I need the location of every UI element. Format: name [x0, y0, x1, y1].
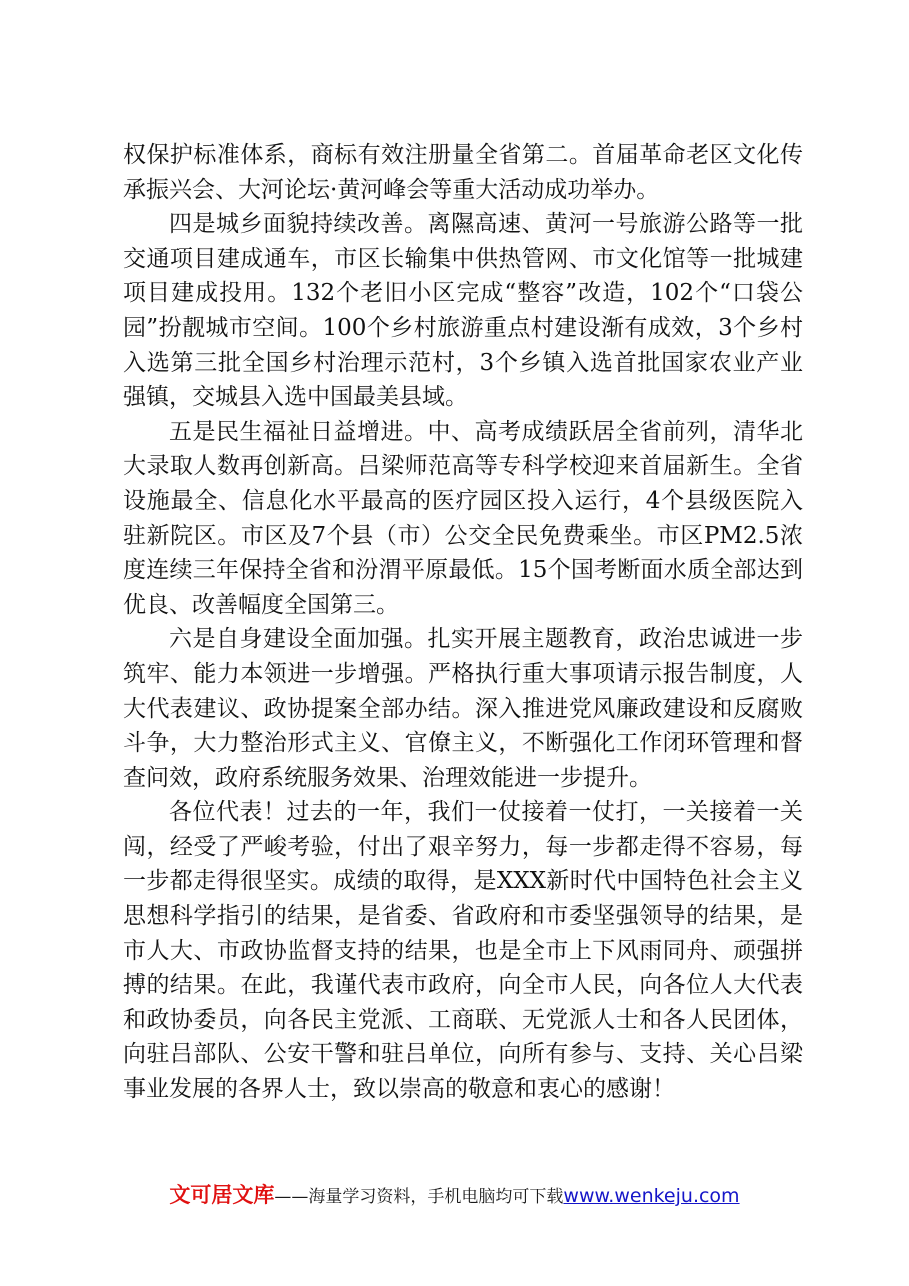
paragraph-ip-protection: 权保护标准体系，商标有效注册量全省第二。首届革命老区文化传承振兴会、大河论坛·黄河峰会等重大活动成功举办。 [123, 142, 803, 203]
footer-url-link[interactable]: www.wenkeju.com [563, 1185, 740, 1207]
paragraph-livelihood: 五是民生福祉日益增进。中、高考成绩跃居全省前列，清华北大录取人数再创新高。吕梁师范高等专科学校迎来首届新生。全省设施最全、信息化水平最高的医疗园区投入运行，4个县级医院入驻新院区。市区及7个县（市）公交全民免费乘坐。市区PM2.5浓度连续三年保持全省和汾渭平原最低。15个国考断面水质全部达到优良、改善幅度全国第三。 [123, 418, 803, 618]
footer-brand: 文可居文库 [169, 1183, 275, 1207]
paragraph-self-construction: 六是自身建设全面加强。扎实开展主题教育，政治忠诚进一步筑牢、能力本领进一步增强。严格执行重大事项请示报告制度，人大代表建议、政协提案全部办结。深入推进党风廉政建设和反腐败斗争，大力整治形式主义、官僚主义，不断强化工作闭环管理和督查问效，政府系统服务效果、治理效能进一步提升。 [123, 626, 803, 791]
footer-banner [0, 1180, 909, 1212]
document-body [123, 138, 803, 1107]
paragraph-acknowledgement: 各位代表！过去的一年，我们一仗接着一仗打，一关接着一关闯，经受了严峻考验，付出了艰辛努力，每一步都走得不容易，每一步都走得很坚实。成绩的取得，是XXX新时代中国特色社会主义思想科学指引的结果，是省委、省政府和市委坚强领导的结果，是市人大、市政协监督支持的结果，也是全市上下风雨同舟、顽强拼搏的结果。在此，我谨代表市政府，向全市人民，向各位人大代表和政协委员，向各民主党派、工商联、无党派人士和各人民团体，向驻吕部队、公安干警和驻吕单位，向所有参与、支持、关心吕梁事业发展的各界人士，致以崇高的敬意和衷心的感谢！ [123, 799, 803, 1103]
footer-slogan: ——海量学习资料，手机电脑均可下载 [274, 1187, 564, 1207]
paragraph-urban-rural: 四是城乡面貌持续改善。离隰高速、黄河一号旅游公路等一批交通项目建成通车，市区长输集中供热管网、市文化馆等一批城建项目建成投用。132个老旧小区完成“整容”改造，102个“口袋公园”扮靓城市空间。100个乡村旅游重点村建设渐有成效，3个乡村入选第三批全国乡村治理示范村，3个乡镇入选首批国家农业产业强镇，交城县入选中国最美县域。 [123, 211, 803, 411]
